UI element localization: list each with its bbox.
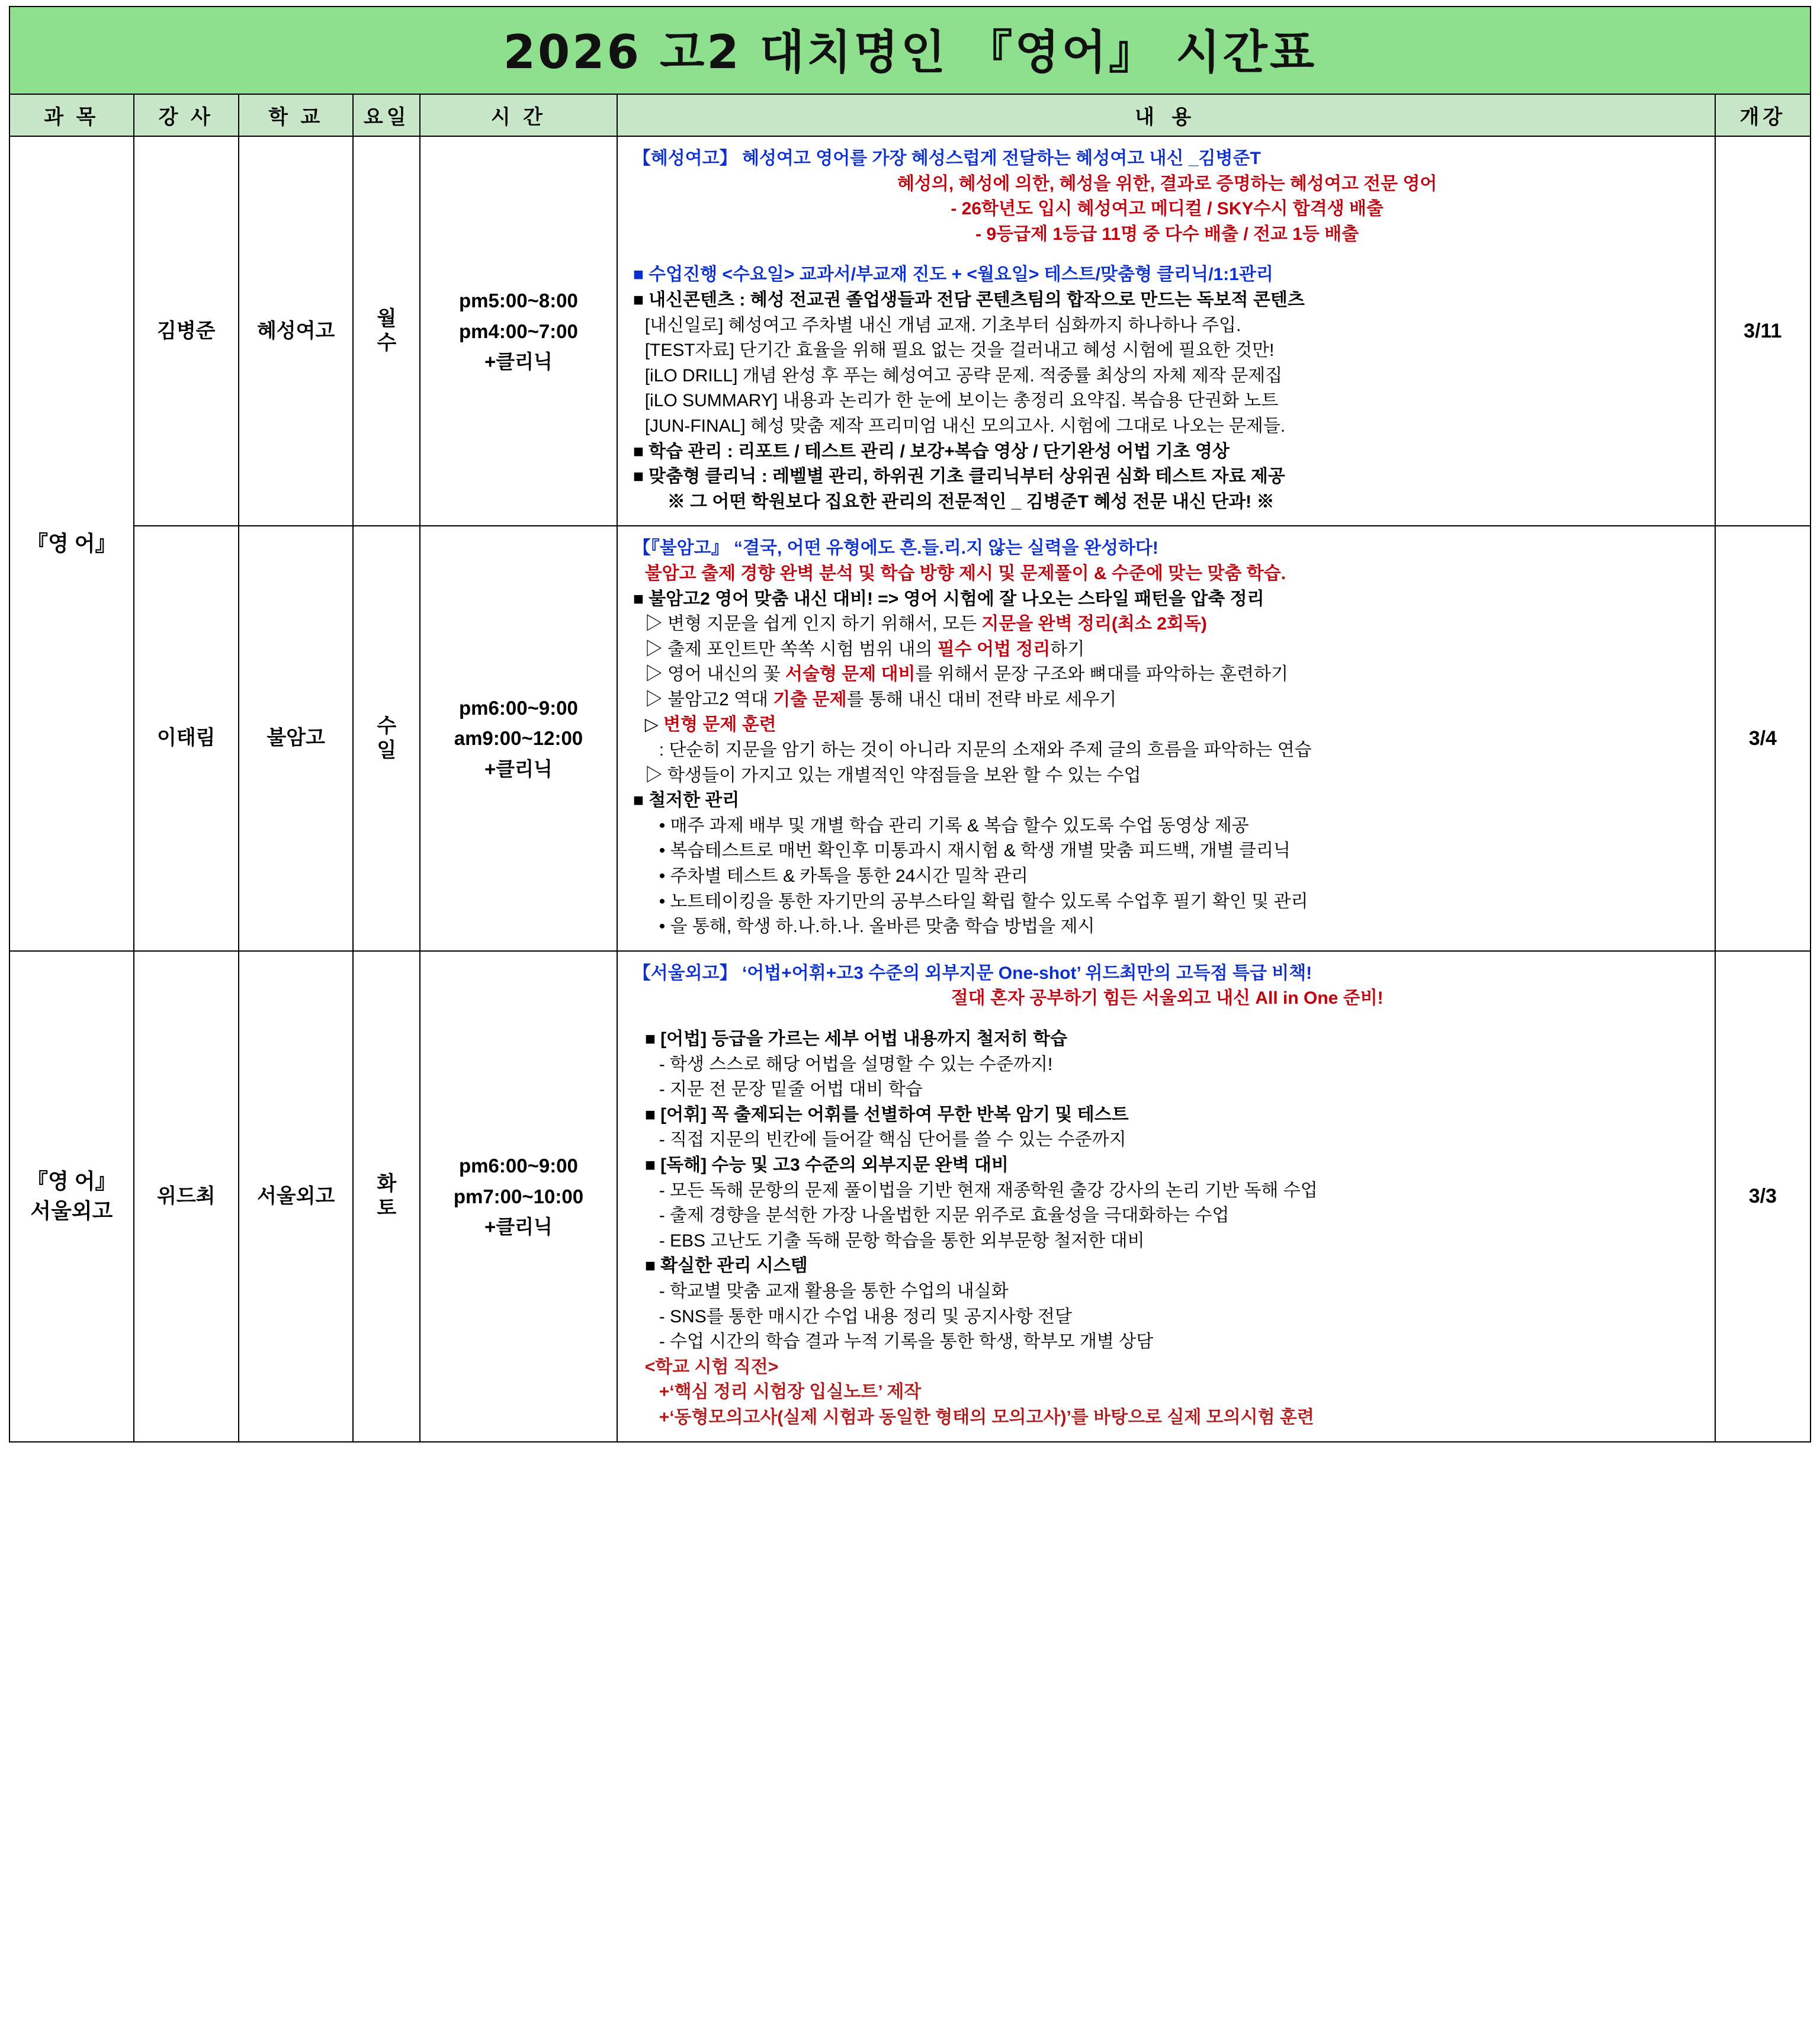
cell-content-2 bbox=[617, 526, 1715, 951]
schedule-page bbox=[0, 6, 1820, 1443]
content-line: 절대 혼자 공부하기 힘든 서울외고 내신 All in One 준비! bbox=[951, 988, 1384, 1008]
content-line: - 학교별 맞춤 교재 활용을 통한 수업의 내실화 bbox=[659, 1281, 1009, 1301]
page-title: 2026 고2 대치명인 『영어』 시간표 bbox=[503, 26, 1317, 79]
content-line: [TEST자료] 단기간 효율을 위해 필요 없는 것을 걸러내고 혜성 시험에 필요한 것만! bbox=[644, 340, 1275, 361]
content-span: 기출 문제 bbox=[773, 689, 847, 709]
schedule-table bbox=[9, 6, 1811, 1443]
content-span: 하기 bbox=[1050, 639, 1085, 659]
col-header-teacher: 강 사 bbox=[134, 94, 239, 136]
content-body-1 bbox=[633, 146, 1702, 515]
title-row bbox=[9, 7, 1811, 94]
time-line: pm6:00~9:00 bbox=[459, 697, 578, 719]
content-line: ■ 불암고2 영어 맞춤 내신 대비! => 영어 시험에 잘 나오는 스타일 패턴을 압축 정리 bbox=[633, 589, 1264, 609]
cell-school-2: 불암고 bbox=[239, 526, 353, 951]
cell-teacher-1: 김병준 bbox=[134, 136, 239, 526]
content-line bbox=[633, 712, 1702, 738]
content-line: [iLO SUMMARY] 내용과 논리가 한 눈에 보이는 총정리 요약집. 복습용 단권화 노트 bbox=[644, 391, 1279, 411]
time-line: +클리닉 bbox=[484, 350, 553, 372]
cell-open-3: 3/3 bbox=[1715, 951, 1811, 1442]
content-line: • 매주 과제 배부 및 개별 학습 관리 기록 & 복습 할수 있도록 수업 동영상 제공 bbox=[659, 815, 1249, 836]
content-line: ■ [어휘] 꼭 출제되는 어휘를 선별하여 무한 반복 암기 및 테스트 bbox=[644, 1104, 1129, 1125]
content-line: ▷ 학생들이 가지고 있는 개별적인 약점들을 보완 할 수 있는 수업 bbox=[644, 765, 1141, 785]
content-body-2 bbox=[633, 536, 1702, 940]
col-header-day: 요일 bbox=[353, 94, 420, 136]
content-line bbox=[633, 688, 1702, 713]
content-span: 를 통해 내신 대비 전략 바로 세우기 bbox=[846, 689, 1117, 709]
content-line: • 주차별 테스트 & 카톡을 통한 24시간 밀착 관리 bbox=[659, 866, 1028, 886]
cell-open-2: 3/4 bbox=[1715, 526, 1811, 951]
content-line: 불암고 출제 경향 완벽 분석 및 학습 방향 제시 및 문제풀이 & 수준에 맞는 맞춤 학습. bbox=[644, 563, 1286, 583]
time-line: pm4:00~7:00 bbox=[459, 320, 578, 342]
content-line bbox=[633, 662, 1702, 688]
content-span: ▷ bbox=[644, 715, 664, 735]
cell-open-1: 3/11 bbox=[1715, 136, 1811, 526]
content-line: ■ [어법] 등급을 가르는 세부 어법 내용까지 철저히 학습 bbox=[644, 1029, 1068, 1049]
content-line: - 9등급제 1등급 11명 중 다수 배출 / 전교 1등 배출 bbox=[975, 224, 1359, 244]
table-row bbox=[9, 526, 1811, 951]
time-line: am9:00~12:00 bbox=[454, 727, 583, 750]
content-span: ▷ 변형 지문을 쉽게 인지 하기 위해서, 모든 bbox=[644, 614, 982, 634]
content-line: [JUN-FINAL] 혜성 맞춤 제작 프리미엄 내신 모의고사. 시험에 그대로 나오는 문제들. bbox=[644, 416, 1286, 436]
content-span: 변형 문제 훈련 bbox=[663, 715, 776, 735]
content-span: 필수 어법 정리 bbox=[937, 639, 1051, 659]
content-spacer bbox=[633, 247, 1702, 262]
content-line: ■ 확실한 관리 시스템 bbox=[644, 1256, 808, 1276]
content-line: ■ 학습 관리 : 리포트 / 테스트 관리 / 보강+복습 영상 / 단기완성 어법 기초 영상 bbox=[633, 441, 1230, 461]
cell-teacher-3: 위드최 bbox=[134, 951, 239, 1442]
content-line: ■ [독해] 수능 및 고3 수준의 외부지문 완벽 대비 bbox=[644, 1155, 1009, 1175]
col-header-school: 학 교 bbox=[239, 94, 353, 136]
content-line: - EBS 고난도 기출 독해 문항 학습을 통한 외부문항 철저한 대비 bbox=[659, 1231, 1145, 1251]
content-line: [iLO DRILL] 개념 완성 후 푸는 혜성여고 공략 문제. 적중률 최상의 자체 제작 문제집 bbox=[644, 365, 1283, 385]
content-line: <학교 시험 직전> bbox=[644, 1357, 779, 1377]
content-span: ▷ 영어 내신의 꽃 bbox=[644, 664, 785, 685]
col-header-open: 개강 bbox=[1715, 94, 1811, 136]
content-line bbox=[633, 637, 1702, 663]
content-line: • 을 통해, 학생 하.나.하.나. 올바른 맞춤 학습 방법을 제시 bbox=[659, 917, 1095, 937]
subject-line: 서울외고 bbox=[30, 1199, 113, 1223]
content-body-3 bbox=[633, 961, 1702, 1431]
cell-school-1: 혜성여고 bbox=[239, 136, 353, 526]
content-spacer bbox=[633, 1011, 1702, 1027]
content-line: - 모든 독해 문항의 문제 풀이법을 기반 현재 재종학원 출강 강사의 논리 기반 독해 수업 bbox=[659, 1180, 1318, 1200]
time-line: +클리닉 bbox=[484, 1215, 553, 1238]
content-line: : 단순히 지문을 암기 하는 것이 아니라 지문의 소재와 주제 글의 흐름을 파악하는 연습 bbox=[659, 740, 1312, 760]
content-line bbox=[633, 612, 1702, 637]
cell-content-3 bbox=[617, 951, 1715, 1442]
content-span: ▷ 출제 포인트만 쏙쏙 시험 범위 내의 bbox=[644, 639, 938, 659]
cell-time-1 bbox=[420, 136, 617, 526]
time-line: pm7:00~10:00 bbox=[453, 1185, 584, 1207]
content-span: 를 위해서 문장 구조와 뼈대를 파악하는 훈련하기 bbox=[915, 664, 1289, 685]
col-header-time: 시 간 bbox=[420, 94, 617, 136]
cell-day-3 bbox=[353, 951, 420, 1442]
content-line: ※ 그 어떤 학원보다 집요한 관리의 전문적인 _ 김병준T 혜성 전문 내신 단과! ※ bbox=[667, 491, 1275, 512]
content-line: - 직접 지문의 빈칸에 들어갈 핵심 단어를 쓸 수 있는 수준까지 bbox=[659, 1130, 1126, 1150]
time-line: pm6:00~9:00 bbox=[459, 1155, 578, 1177]
day-line: 수 bbox=[377, 715, 397, 738]
time-line: +클리닉 bbox=[484, 757, 553, 780]
cell-time-2 bbox=[420, 526, 617, 951]
cell-day-2 bbox=[353, 526, 420, 951]
content-line: ■ 철저한 관리 bbox=[633, 791, 740, 811]
cell-teacher-2: 이태림 bbox=[134, 526, 239, 951]
day-line: 화 bbox=[377, 1172, 397, 1196]
content-line: - 지문 전 문장 밑줄 어법 대비 학습 bbox=[659, 1080, 923, 1100]
content-line: [내신일로] 혜성여고 주차별 내신 개념 교재. 기초부터 심화까지 하나하나 주입. bbox=[644, 315, 1241, 335]
content-line: ■ 내신콘텐츠 : 혜성 전교권 졸업생들과 전담 콘텐츠팀의 합작으로 만드는 독보적 콘텐츠 bbox=[633, 290, 1305, 310]
content-line: • 복습테스트로 매번 확인후 미통과시 재시험 & 학생 개별 맞춤 피드백, 개별 클리닉 bbox=[659, 841, 1291, 861]
subject-line: 『영 어』 bbox=[27, 1168, 117, 1193]
content-line: +‘핵심 정리 시험장 입실노트’ 제작 bbox=[659, 1382, 922, 1402]
time-line: pm5:00~8:00 bbox=[459, 290, 578, 312]
content-line: 【혜성여고】 혜성여고 영어를 가장 혜성스럽게 전달하는 혜성여고 내신 _김병준T bbox=[633, 149, 1261, 168]
header-row bbox=[9, 94, 1811, 136]
day-line: 수 bbox=[377, 332, 397, 355]
cell-content-1 bbox=[617, 136, 1715, 526]
content-line: ■ 수업진행 <수요일> 교과서/부교재 진도 + <월요일> 테스트/맞춤형 클리닉/1:1관리 bbox=[633, 265, 1273, 285]
content-line: +‘동형모의고사(실제 시험과 동일한 형태의 모의고사)’를 바탕으로 실제 모의시험 훈련 bbox=[659, 1407, 1314, 1427]
table-row bbox=[9, 951, 1811, 1442]
content-span: 지문을 완벽 정리(최소 2회독) bbox=[981, 614, 1207, 634]
col-header-content: 내 용 bbox=[617, 94, 1715, 136]
cell-school-3: 서울외고 bbox=[239, 951, 353, 1442]
day-line: 일 bbox=[377, 739, 397, 762]
content-line: - 출제 경향을 분석한 가장 나올법한 지문 위주로 효율성을 극대화하는 수업 bbox=[659, 1206, 1230, 1226]
content-line: - SNS를 통한 매시간 수업 내용 정리 및 공지사항 전달 bbox=[659, 1306, 1073, 1326]
content-line: 【서울외고】 ‘어법+어휘+고3 수준의 외부지문 One-shot’ 위드최만의 고득점 특급 비책! bbox=[633, 963, 1312, 983]
content-line: - 수업 시간의 학습 결과 누적 기록을 통한 학생, 학부모 개별 상담 bbox=[659, 1332, 1154, 1352]
content-line: - 학생 스스로 해당 어법을 설명할 수 있는 수준까지! bbox=[659, 1054, 1053, 1074]
cell-time-3 bbox=[420, 951, 617, 1442]
content-line: • 노트테이킹을 통한 자기만의 공부스타일 확립 할수 있도록 수업후 필기 확인 및 관리 bbox=[659, 891, 1308, 911]
content-line: 【『불암고』 “결국, 어떤 유형에도 흔.들.리.지 않는 실력을 완성하다! bbox=[633, 538, 1158, 558]
content-span: ▷ 불암고2 역대 bbox=[644, 689, 773, 709]
content-line: 혜성의, 혜성에 의한, 혜성을 위한, 결과로 증명하는 혜성여고 전문 영어 bbox=[897, 174, 1437, 194]
title-cell bbox=[9, 7, 1811, 94]
content-line: ■ 맞춤형 클리닉 : 레벨별 관리, 하위권 기초 클리닉부터 상위권 심화 테스트 자료 제공 bbox=[633, 467, 1285, 487]
col-header-subject: 과 목 bbox=[9, 94, 134, 136]
day-line: 월 bbox=[377, 307, 397, 330]
table-row bbox=[9, 136, 1811, 526]
cell-day-1 bbox=[353, 136, 420, 526]
content-span: 서술형 문제 대비 bbox=[785, 664, 916, 685]
cell-subject-1: 『영 어』 bbox=[9, 136, 134, 951]
content-line: - 26학년도 입시 혜성여고 메디컬 / SKY수시 합격생 배출 bbox=[951, 199, 1384, 219]
cell-subject-3 bbox=[9, 951, 134, 1442]
day-line: 토 bbox=[377, 1197, 397, 1220]
